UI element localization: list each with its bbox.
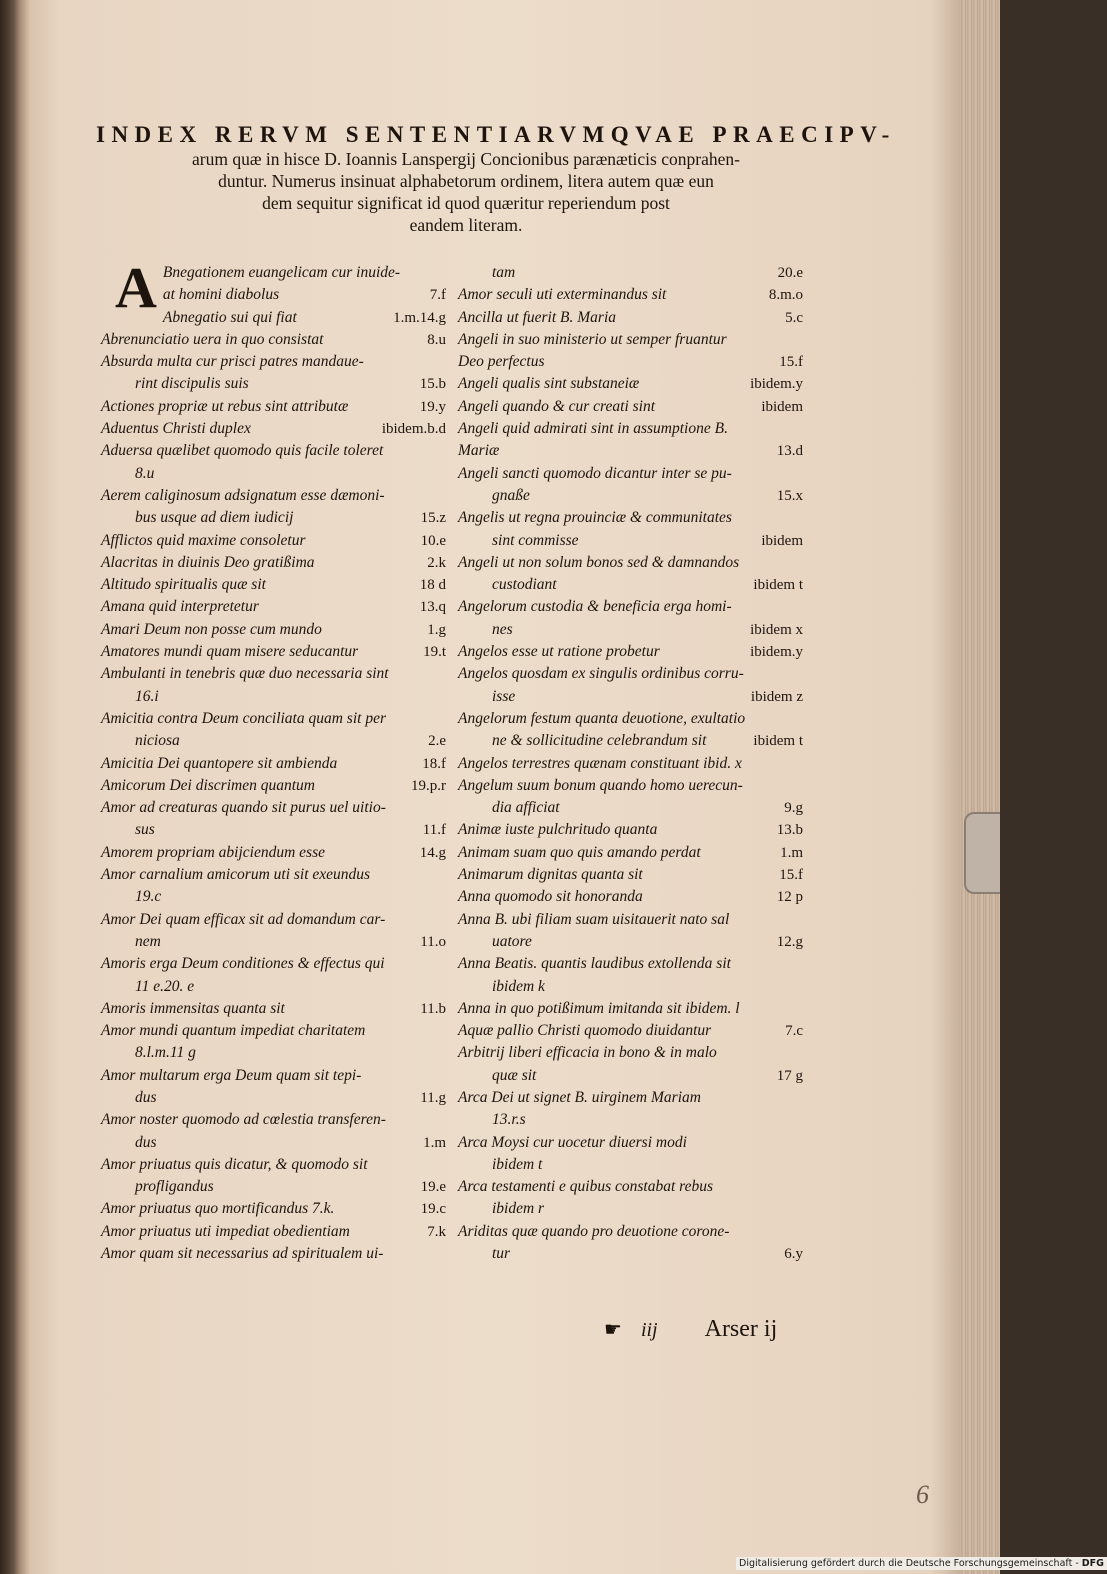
entry-text: Angelorum custodia & beneficia erga homi- (458, 598, 732, 616)
entry-text: Amor priuatus uti impediat obedientiam (101, 1222, 350, 1240)
entry-reference: 1.m.14.g (393, 309, 446, 326)
entry-reference: ibidem t (753, 577, 803, 594)
entry-reference: 1.m (423, 1134, 446, 1151)
index-entry (101, 976, 446, 998)
entry-text: Arca Moysi cur uocetur diuersi modi (458, 1133, 687, 1151)
entry-text: Animam suam quo quis amando perdat (458, 843, 701, 861)
index-entry (101, 596, 446, 618)
credit-text: Digitalisierung gefördert durch die Deutsche Forschungsgemeinschaft - (739, 1558, 1079, 1569)
entry-reference: 8.m.o (768, 287, 803, 304)
entry-text: dus (135, 1133, 157, 1151)
index-entry (101, 1020, 446, 1042)
entry-text: Angelum suum bonum quando homo uerecun- (458, 776, 743, 794)
left-column (101, 255, 446, 1265)
index-entry (458, 686, 803, 708)
entry-text: Absurda multa cur prisci patres mandaue- (101, 353, 364, 371)
entry-text: Actiones propriæ ut rebus sint attributæ (101, 397, 349, 415)
entry-reference: 15.x (776, 487, 803, 504)
entry-reference: 7.f (429, 287, 446, 304)
entry-text: 8.l.m.11 g (135, 1044, 196, 1062)
entry-reference: 18 d (419, 577, 446, 594)
entry-text: Amor quam sit necessarius ad spiritualem ui- (101, 1245, 384, 1263)
index-entry (458, 730, 803, 752)
entry-text: Amor priuatus quis dicatur, & quomodo sit (101, 1155, 368, 1173)
entry-text: Anna quomodo sit honoranda (458, 888, 643, 906)
index-entry (458, 708, 803, 730)
index-entry (458, 1221, 803, 1243)
entry-reference: 10.e (420, 532, 446, 549)
page-footer (604, 1316, 777, 1343)
entry-text: Aerem caliginosum adsignatum esse dæmoni- (101, 486, 385, 504)
header-line-2: arum quæ in hisce D. Ioannis Lanspergij Concionibus parænæticis conprahen- (192, 149, 740, 169)
entry-reference: 15.b (419, 376, 446, 393)
index-entry (101, 753, 446, 775)
catchword: Arser ij (704, 1316, 778, 1342)
index-entry (101, 1087, 446, 1109)
entry-reference: ibidem t (753, 733, 803, 750)
index-entry (101, 886, 446, 908)
entry-text: quæ sit (492, 1066, 537, 1084)
entry-text: Amor multarum erga Deum quam sit tepi- (101, 1066, 362, 1084)
page-edges (960, 0, 1000, 1574)
index-entry (101, 351, 446, 373)
index-entry (101, 485, 446, 507)
index-entry (458, 753, 803, 775)
entry-text: Arca Dei ut signet B. uirginem Mariam (458, 1088, 701, 1106)
entry-text: Angelos quosdam ex singulis ordinibus corru- (458, 665, 744, 683)
entry-text: Amoris erga Deum conditiones & effectus qui (101, 955, 385, 973)
index-entry (101, 998, 446, 1020)
index-entry (458, 373, 803, 395)
entry-reference: 7.c (785, 1023, 803, 1040)
index-entry (101, 775, 446, 797)
entry-reference: 15.f (779, 867, 803, 884)
entry-text: Amari Deum non posse cum mundo (101, 620, 322, 638)
entry-text: Amor Dei quam efficax sit ad domandum car- (101, 910, 386, 928)
entry-text: at homini diabolus (162, 286, 280, 304)
entry-text: 13.r.s (492, 1111, 526, 1129)
entry-text: Amor noster quomodo ad cœlestia transferen- (101, 1111, 386, 1129)
index-entry (101, 262, 446, 284)
entry-reference: 19.p.r (411, 777, 446, 794)
entry-text: Afflictos quid maxime consoletur (101, 531, 306, 549)
entry-text: profligandus (135, 1178, 214, 1196)
index-entry (458, 396, 803, 418)
index-entry (101, 1198, 446, 1220)
entry-text: 11 e.20. e (135, 977, 195, 995)
entry-text: Amana quid interpretetur (101, 598, 259, 616)
right-column (458, 262, 803, 1265)
entry-text: Angelis ut regna prouinciæ & communitates (458, 509, 732, 527)
entry-text: nes (492, 620, 513, 638)
index-entry (101, 797, 446, 819)
entry-text: Angelos esse ut ratione probetur (458, 643, 660, 661)
index-entry (458, 953, 803, 975)
index-entry (458, 530, 803, 552)
index-entry (101, 574, 446, 596)
index-entry (101, 819, 446, 841)
header-line-5: eandem literam. (409, 215, 523, 235)
entry-text: Abnegatio sui qui fiat (162, 308, 297, 326)
index-entry (458, 1132, 803, 1154)
index-entry (458, 262, 803, 284)
entry-reference: ibidem z (750, 688, 803, 705)
entry-text: Arbitrij liberi efficacia in bono & in malo (458, 1044, 717, 1062)
entry-reference: 19.c (420, 1201, 446, 1218)
entry-text: 19.c (135, 888, 162, 906)
entry-text: Angeli quid admirati sint in assumptione B. (458, 420, 728, 438)
entry-text: ibidem r (492, 1200, 545, 1218)
index-entry (101, 507, 446, 529)
entry-reference: 13.b (776, 822, 803, 839)
entry-text: Amorem propriam abijciendum esse (101, 843, 326, 861)
index-entry (101, 619, 446, 641)
index-entry (458, 284, 803, 306)
index-entry (458, 596, 803, 618)
index-entry (458, 1020, 803, 1042)
index-entry (101, 842, 446, 864)
index-entry (458, 463, 803, 485)
entry-text: isse (492, 687, 516, 705)
entry-text: Amicitia Dei quantopere sit ambienda (101, 754, 338, 772)
entry-reference: 11.g (420, 1089, 446, 1106)
entry-text: Animarum dignitas quanta sit (458, 866, 643, 884)
entry-text: rint discipulis suis (135, 375, 249, 393)
index-entry (101, 418, 446, 440)
entry-text: Deo perfectus (458, 353, 545, 371)
entry-text: tam (492, 264, 516, 281)
index-entry (101, 1065, 446, 1087)
index-entry (458, 1198, 803, 1220)
index-entry (458, 931, 803, 953)
index-entry (458, 1065, 803, 1087)
entry-text: Anna B. ubi filiam suam uisitauerit nato sal (458, 910, 730, 928)
index-entry (101, 1042, 446, 1064)
index-entry (458, 775, 803, 797)
dfg-logo: DFG (1081, 1558, 1104, 1569)
entry-reference: ibidem (761, 532, 803, 549)
index-header (96, 122, 896, 236)
entry-reference: 12.g (776, 933, 803, 950)
index-entry (101, 1221, 446, 1243)
index-entry (101, 463, 446, 485)
entry-text: Alacritas in diuinis Deo gratißima (101, 553, 315, 571)
index-entry (458, 976, 803, 998)
index-entry (458, 1087, 803, 1109)
index-entry (101, 909, 446, 931)
entry-text: 8.u (135, 464, 155, 482)
entry-reference: 19.e (420, 1179, 446, 1196)
entry-text: Amor ad creaturas quando sit purus uel uitio- (101, 799, 386, 817)
index-entry (101, 1132, 446, 1154)
entry-text: nem (135, 932, 161, 950)
entry-reference: 6.y (784, 1246, 803, 1263)
entry-text: bus usque ad diem iudicij (135, 509, 294, 527)
entry-text: sint commisse (492, 531, 579, 549)
entry-reference: ibidem.y (750, 644, 803, 661)
entry-text: Animæ iuste pulchritudo quanta (458, 821, 658, 839)
entry-reference: 15.f (779, 354, 803, 371)
entry-text: Aduersa quælibet quomodo quis facile toleret (101, 442, 384, 460)
entry-reference: 19.t (423, 644, 446, 661)
index-entry (458, 574, 803, 596)
index-entry (458, 909, 803, 931)
index-entry (101, 663, 446, 685)
entry-text: Abrenunciatio uera in quo consistat (101, 330, 324, 348)
index-entry (101, 329, 446, 351)
index-entry (458, 485, 803, 507)
index-entry (458, 1154, 803, 1176)
index-entry (458, 998, 803, 1020)
entry-text: Bnegationem euangelicam cur inuide- (162, 264, 401, 281)
index-entry (101, 864, 446, 886)
index-entry (101, 931, 446, 953)
entry-reference: 7.k (427, 1223, 446, 1240)
entry-text: tur (492, 1245, 511, 1263)
index-entry (101, 284, 446, 306)
signature-mark: iij (640, 1319, 658, 1341)
entry-reference: 11.o (420, 933, 446, 950)
index-entry (101, 1176, 446, 1198)
entry-reference: 9.g (784, 800, 803, 817)
entry-text: Amicitia contra Deum conciliata quam sit per (101, 709, 386, 727)
entry-text: Angeli ut non solum bonos sed & damnandos (458, 553, 740, 571)
folio-mark: 6 (916, 1480, 929, 1509)
index-entry (458, 329, 803, 351)
index-entry (458, 663, 803, 685)
entry-reference: 19.y (419, 398, 446, 415)
entry-reference: 15.z (420, 510, 446, 527)
index-entry (101, 440, 446, 462)
entry-text: custodiant (492, 576, 557, 594)
entry-reference: 2.k (427, 554, 446, 571)
index-entry (458, 1243, 803, 1265)
entry-text: dus (135, 1088, 157, 1106)
index-entry (101, 1109, 446, 1131)
entry-text: Amatores mundi quam misere seducantur (101, 643, 359, 661)
entry-reference: ibidem.b.d (381, 421, 446, 438)
entry-reference: 13.q (419, 599, 446, 616)
index-entry (458, 641, 803, 663)
index-entry (101, 686, 446, 708)
entry-text: Angelos terrestres quænam constituant ibid. x (458, 754, 742, 772)
entry-text: Ariditas quæ quando pro deuotione corone- (458, 1222, 730, 1240)
entry-reference: 5.c (785, 309, 803, 326)
digitization-credit (736, 1557, 1107, 1570)
entry-reference: ibidem.y (750, 376, 803, 393)
index-entry (101, 552, 446, 574)
entry-text: Angeli quando & cur creati sint (458, 397, 656, 415)
pointing-hand-icon: ☛ (604, 1319, 622, 1341)
header-title: INDEX RERVM SENTENTIARVMQVAE PRAECIPV- (96, 122, 896, 147)
index-entry (458, 1176, 803, 1198)
header-line-3: duntur. Numerus insinuat alphabetorum ordinem, litera autem quæ eun (218, 171, 714, 191)
entry-text: sus (135, 821, 155, 839)
entry-text: ne & sollicitudine celebrandum sit (492, 732, 707, 750)
index-entry (101, 641, 446, 663)
clip-tab (964, 812, 1000, 894)
entry-reference: ibidem x (750, 621, 803, 638)
entry-text: Anna in quo potißimum imitanda sit ibidem. l (458, 999, 740, 1017)
entry-reference: 14.g (419, 844, 446, 861)
index-entry (458, 307, 803, 329)
entry-text: Angeli sancti quomodo dicantur inter se pu- (458, 464, 732, 482)
entry-text: Arca testamenti e quibus constabat rebus (458, 1178, 714, 1196)
entry-reference: 18.f (422, 755, 446, 772)
index-entry (458, 864, 803, 886)
entry-reference: 12 p (776, 889, 803, 906)
index-entry (458, 507, 803, 529)
index-entry (101, 1154, 446, 1176)
entry-text: Amoris immensitas quanta sit (101, 999, 285, 1017)
entry-reference: 8.u (427, 331, 446, 348)
index-entry (101, 530, 446, 552)
entry-text: ibidem t (492, 1155, 543, 1173)
entry-text: Aduentus Christi duplex (101, 420, 251, 438)
entry-reference: ibidem (761, 398, 803, 415)
index-entry (458, 351, 803, 373)
entry-text: Angeli qualis sint substaneiæ (458, 375, 640, 393)
entry-text: gnaße (492, 486, 530, 504)
entry-reference: 11.f (422, 822, 446, 839)
entry-reference: 2.e (428, 733, 446, 750)
entry-reference: 20.e (777, 265, 803, 281)
entry-text: uatore (492, 932, 532, 950)
entry-text: Altitudo spiritualis quæ sit (101, 576, 266, 594)
index-entry (458, 797, 803, 819)
entry-text: Amor priuatus quo mortificandus 7.k. (101, 1200, 335, 1218)
entry-text: Mariæ (458, 442, 500, 460)
entry-text: Aquæ pallio Christi quomodo diuidantur (458, 1022, 712, 1040)
index-entry (458, 1109, 803, 1131)
index-entry (458, 619, 803, 641)
entry-reference: 17 g (776, 1067, 803, 1084)
index-entry (101, 953, 446, 975)
entry-text: Angeli in suo ministerio ut semper fruantur (458, 330, 727, 348)
entry-reference: 11.b (420, 1000, 446, 1017)
entry-text: Amor mundi quantum impediat charitatem (101, 1022, 366, 1040)
entry-reference: 1.g (427, 621, 446, 638)
entry-reference: 1.m (780, 844, 803, 861)
drop-cap: A (115, 255, 157, 320)
entry-reference: 13.d (776, 443, 803, 460)
index-entry (458, 440, 803, 462)
entry-text: niciosa (135, 732, 180, 750)
entry-text: Amor seculi uti exterminandus sit (458, 286, 667, 304)
entry-text: Amor carnalium amicorum uti sit exeundus (101, 866, 371, 884)
index-entry (458, 1042, 803, 1064)
entry-text: Ambulanti in tenebris quæ duo necessaria sint (101, 665, 389, 683)
entry-text: ibidem k (492, 977, 545, 995)
index-entry (101, 730, 446, 752)
index-entry (458, 886, 803, 908)
entry-text: 16.i (135, 687, 159, 705)
entry-text: Amicorum Dei discrimen quantum (101, 776, 315, 794)
index-entry (101, 1243, 446, 1265)
index-entry (458, 842, 803, 864)
entry-text: dia afficiat (492, 799, 560, 817)
entry-text: Anna Beatis. quantis laudibus extollenda sit (458, 955, 731, 973)
header-line-4: dem sequitur significat id quod quæritur reperiendum post (262, 193, 670, 213)
index-entry (101, 396, 446, 418)
index-entry (458, 819, 803, 841)
entry-text: Ancilla ut fuerit B. Maria (458, 308, 616, 326)
index-entry (101, 708, 446, 730)
index-entry (101, 307, 446, 329)
index-entry (458, 552, 803, 574)
index-entry (458, 418, 803, 440)
index-entry (101, 373, 446, 395)
entry-text: Angelorum festum quanta deuotione, exultatio (458, 709, 746, 727)
